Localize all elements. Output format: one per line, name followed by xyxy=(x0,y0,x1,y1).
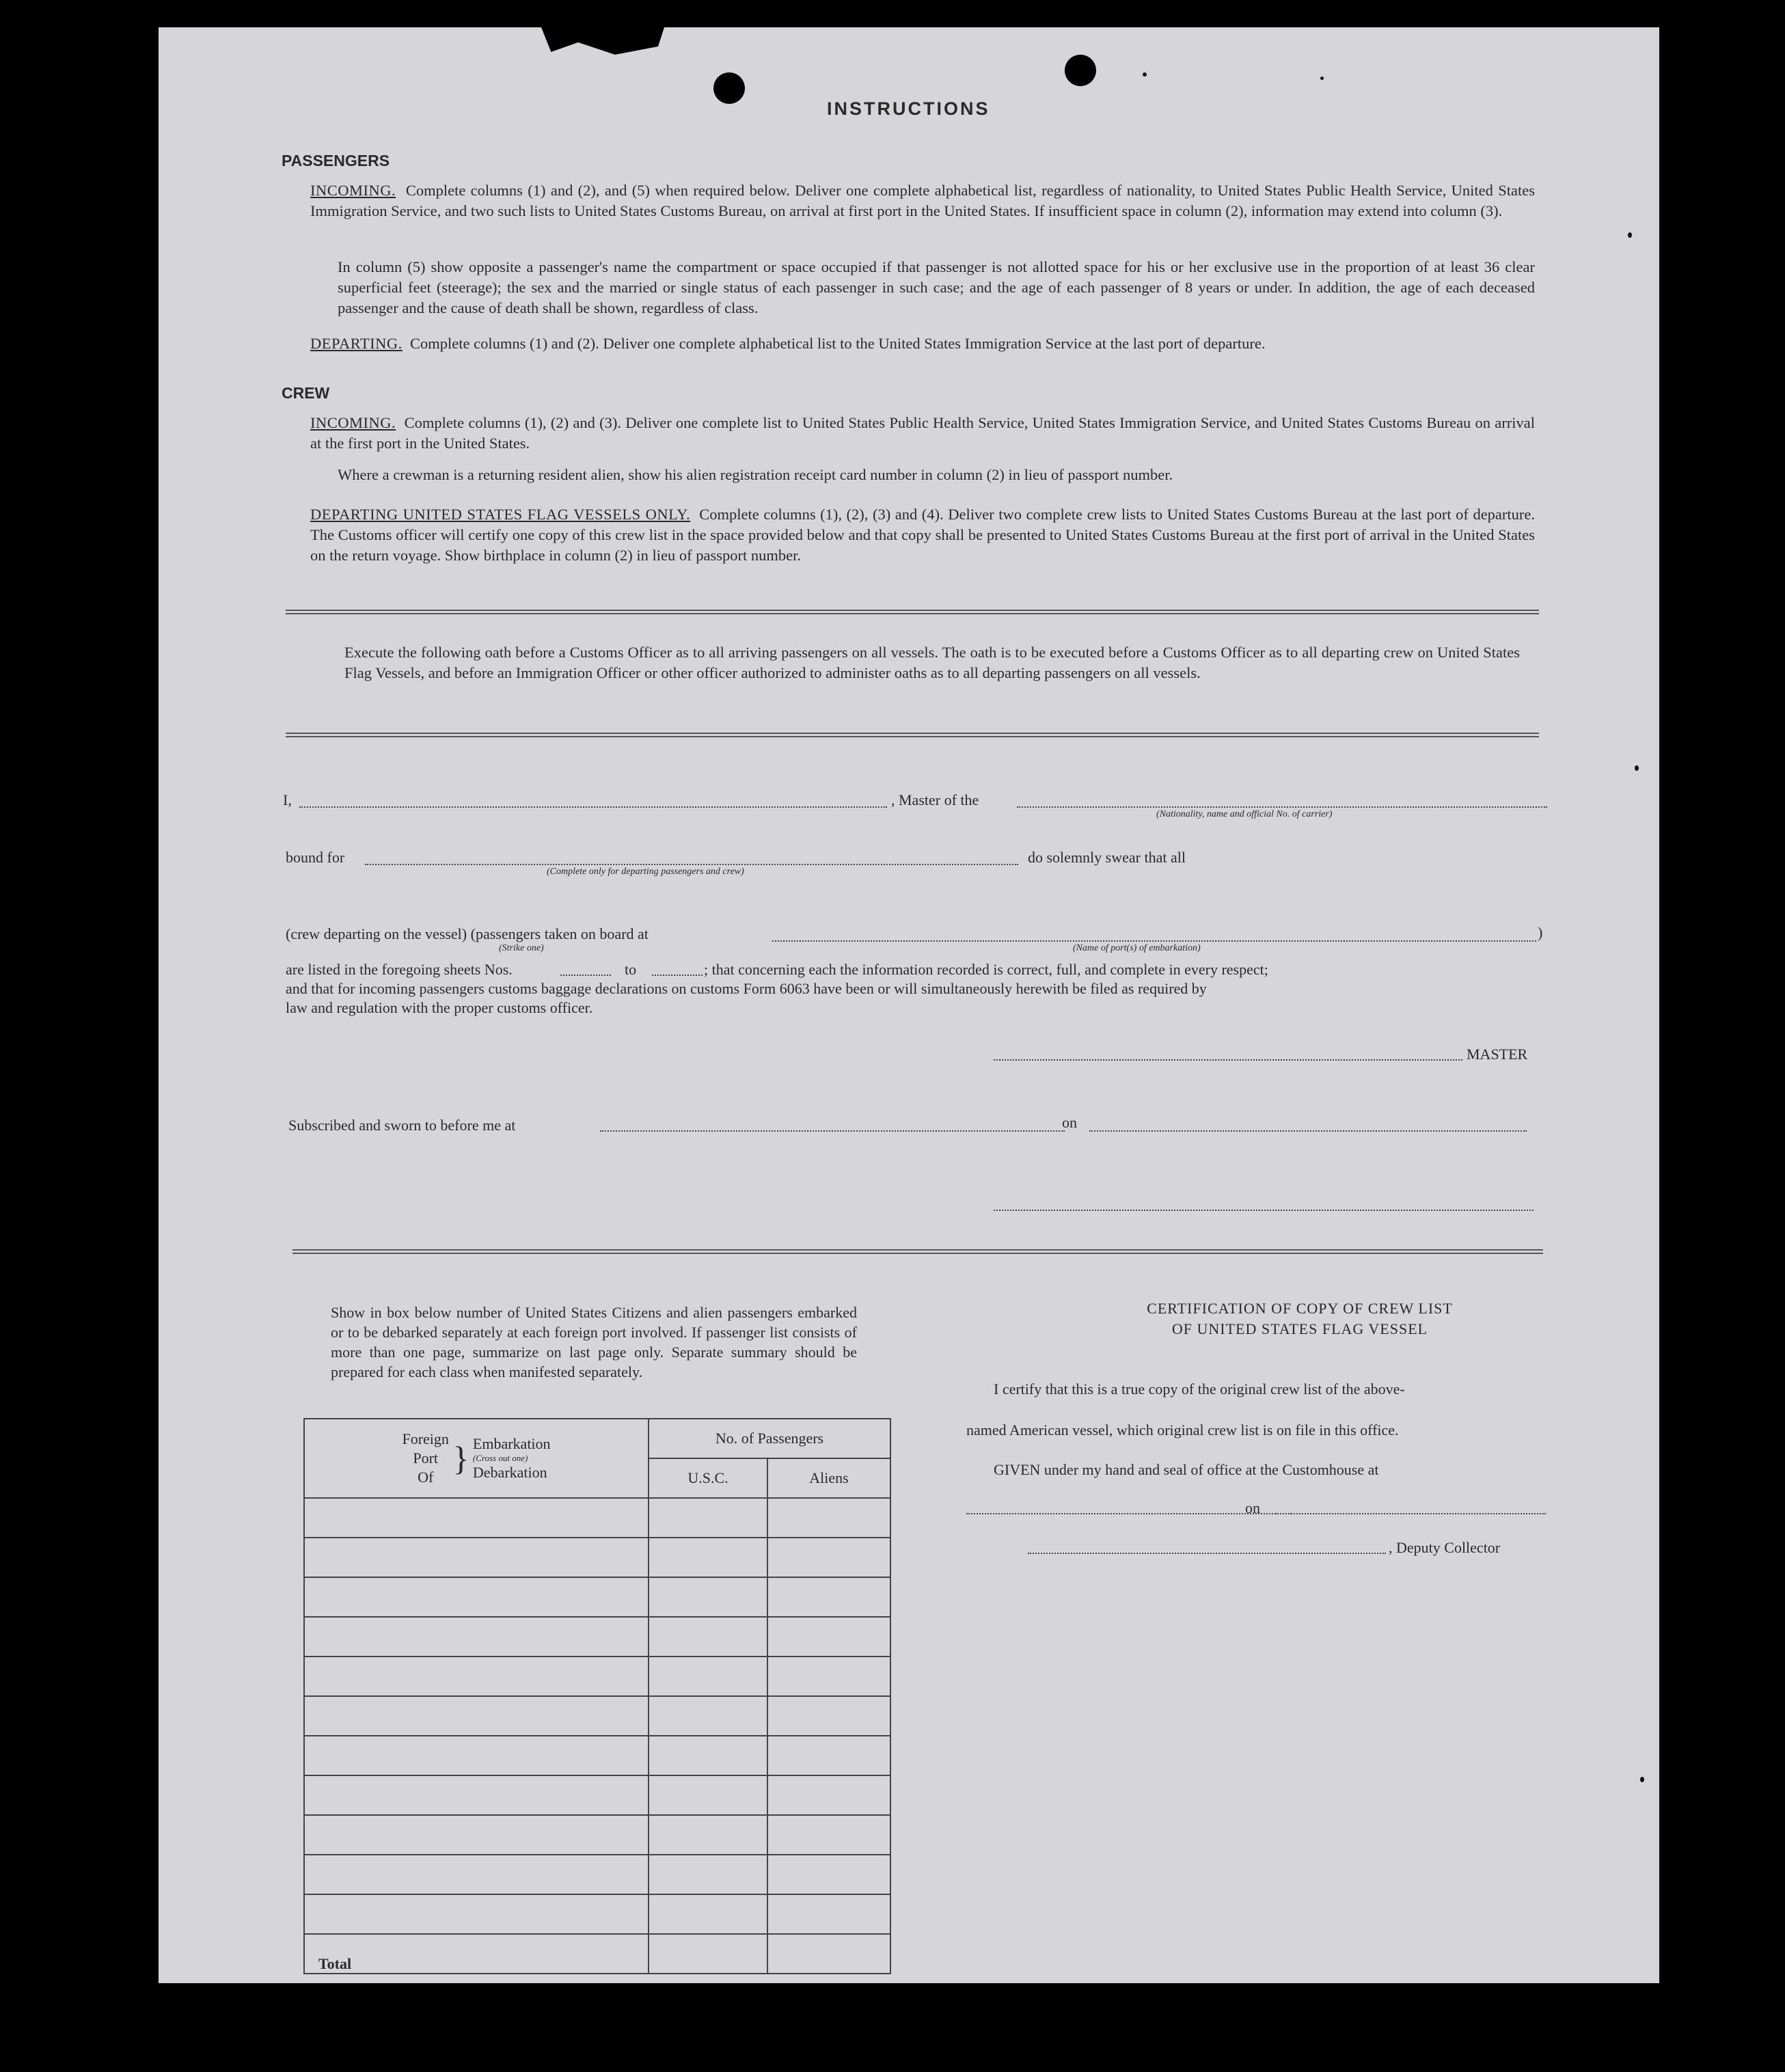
sworn-on-label: on xyxy=(1062,1114,1077,1131)
usc-cell[interactable] xyxy=(649,1736,767,1775)
usc-cell[interactable] xyxy=(649,1577,767,1617)
port-label: Port xyxy=(413,1449,439,1467)
of-label: Of xyxy=(418,1469,434,1486)
sheet-to-field[interactable] xyxy=(652,974,703,976)
speck xyxy=(1635,765,1639,771)
usc-cell[interactable] xyxy=(649,1775,767,1815)
passengers-heading: PASSENGERS xyxy=(282,152,390,169)
total-usc-cell[interactable] xyxy=(649,1934,767,1974)
passengers-incoming-paragraph xyxy=(310,180,1535,221)
page-title: INSTRUCTIONS xyxy=(827,98,990,119)
crew-resident-paragraph: Where a crewman is a returning resident alien, show his alien registration receipt card number in column (2) in lieu of passport number. xyxy=(338,466,1173,483)
usc-cell[interactable] xyxy=(649,1617,767,1657)
usc-cell[interactable] xyxy=(649,1855,767,1894)
deputy-collector-label: , Deputy Collector xyxy=(1389,1539,1501,1556)
aliens-header: Aliens xyxy=(767,1458,890,1498)
passengers-departing-paragraph xyxy=(310,333,1535,354)
master-signature-field[interactable] xyxy=(994,1059,1462,1061)
usc-cell[interactable] xyxy=(649,1538,767,1577)
aliens-cell[interactable] xyxy=(767,1577,890,1617)
speck xyxy=(1640,1777,1644,1782)
table-row xyxy=(304,1577,890,1617)
summary-instruction: Show in box below number of United States Citizens and alien passengers embarked or to be debarked separately at each foreign port involved. If passenger list consists of more than one page, summarize on last page only. Separate summary should be prepared for each class when manifested separately. xyxy=(331,1304,857,1380)
debarkation-label: Debarkation xyxy=(472,1464,547,1481)
table-row xyxy=(304,1617,890,1657)
torn-corner xyxy=(541,27,664,55)
table-row xyxy=(304,1815,890,1855)
crew-heading: CREW xyxy=(282,384,330,402)
aliens-cell[interactable] xyxy=(767,1894,890,1934)
swear-label: do solemnly swear that all xyxy=(1028,849,1186,866)
port-cell[interactable] xyxy=(304,1657,649,1696)
total-label: Total xyxy=(304,1934,649,1974)
port-cell[interactable] xyxy=(304,1538,649,1577)
subscribed-label: Subscribed and sworn to before me at xyxy=(288,1117,516,1134)
deputy-signature-field[interactable] xyxy=(1028,1553,1386,1554)
aliens-cell[interactable] xyxy=(767,1617,890,1657)
oath-line3: law and regulation with the proper customs officer. xyxy=(286,999,593,1016)
crew-departing-label: (crew departing on the vessel) (passengers taken on board at xyxy=(286,925,649,942)
table-row xyxy=(304,1736,890,1775)
sheet-from-field[interactable] xyxy=(560,974,611,976)
aliens-cell[interactable] xyxy=(767,1538,890,1577)
crew-departing-paragraph xyxy=(310,504,1535,566)
aliens-cell[interactable] xyxy=(767,1775,890,1815)
port-cell[interactable] xyxy=(304,1815,649,1855)
total-row xyxy=(304,1934,890,1974)
certification-line3: GIVEN under my hand and seal of office at the Customhouse at xyxy=(994,1461,1379,1478)
master-label: MASTER xyxy=(1467,1046,1528,1063)
brace-symbol: } xyxy=(452,1439,469,1477)
port-cell[interactable] xyxy=(304,1577,649,1617)
incoming-text: Complete columns (1) and (2), and (5) when required below. Deliver one complete alphabetical list, regardless of nationality, to United States Public Health Service, United States Immigration Service, and two such lists to United States Customs Bureau, on arrival at first port in the United States. If insufficient space in column (2), information may extend into column (3). xyxy=(310,182,1536,219)
table-row xyxy=(304,1538,890,1577)
divider xyxy=(286,610,1539,614)
crew-departing-text: Complete columns (1), (2), (3) and (4). Deliver two complete crew lists to United States Customs Bureau at the last port of departure. The Customs officer will certify one copy of this crew list in the space provided below and that copy shall be presented to United States Customs Bureau at the first port of arrival in the United States on the return voyage. Show birthplace in column (2) in lieu of passport number. xyxy=(310,506,1536,564)
embarkation-port-field[interactable] xyxy=(772,940,1536,942)
officer-signature-field[interactable] xyxy=(994,1210,1534,1211)
bound-for-label: bound for xyxy=(286,849,345,866)
foreign-label: Foreign xyxy=(402,1430,449,1447)
crew-incoming-text: Complete columns (1), (2) and (3). Deliver one complete list to United States Public Health Service, United States Immigration Service, and United States Customs Bureau on arrival at the first port in the United States. xyxy=(310,414,1535,452)
listed-label: are listed in the foregoing sheets Nos. xyxy=(286,961,513,978)
certification-date-field[interactable] xyxy=(1275,1513,1546,1514)
aliens-cell[interactable] xyxy=(767,1657,890,1696)
crew-incoming-paragraph xyxy=(310,413,1535,454)
master-of-label: , Master of the xyxy=(891,791,979,808)
table-row xyxy=(304,1894,890,1934)
speck xyxy=(1628,232,1632,238)
oath-instruction: Execute the following oath before a Customs Officer as to all arriving passengers on all vessels. The oath is to be executed before a Customs Officer as to all departing crew on United States Flag Vessels, and before an Immigration Officer or other officer authorized to administer oaths as to all departing passengers on all vessels. xyxy=(344,644,1520,681)
certification-on-label: on xyxy=(1245,1499,1260,1516)
bound-for-note: (Complete only for departing passengers and crew) xyxy=(547,867,744,877)
usc-cell[interactable] xyxy=(649,1696,767,1736)
punch-hole xyxy=(1065,55,1096,86)
divider xyxy=(292,1249,1543,1254)
punch-hole xyxy=(713,72,745,104)
incoming-label: INCOMING. xyxy=(310,182,396,199)
passenger-summary-table xyxy=(303,1418,891,1974)
close-paren: ) xyxy=(1538,924,1543,941)
departing-label: DEPARTING. xyxy=(310,335,403,352)
table-row xyxy=(304,1696,890,1736)
listed-to-label: to xyxy=(625,961,637,978)
port-cell[interactable] xyxy=(304,1498,649,1538)
aliens-cell[interactable] xyxy=(767,1498,890,1538)
customhouse-field[interactable] xyxy=(966,1513,1292,1514)
column5-paragraph: In column (5) show opposite a passenger's name the compartment or space occupied if that passenger is not allotted space for his or her exclusive use in the proportion of at least 36 clear superficial feet (steerage); the sex and the married or single status of each passenger in such case; and the age of each passenger of 8 years or under. In addition, the age of each deceased passenger and the cause of death shall be shown, regardless of class. xyxy=(338,258,1535,316)
sworn-place-field[interactable] xyxy=(600,1130,1065,1132)
aliens-cell[interactable] xyxy=(767,1815,890,1855)
total-aliens-cell[interactable] xyxy=(767,1934,890,1974)
listed-text: ; that concerning each the information recorded is correct, full, and complete in every respect; xyxy=(704,961,1268,978)
sworn-date-field[interactable] xyxy=(1089,1130,1527,1132)
form-sheet xyxy=(159,27,1659,1983)
oath-line2: and that for incoming passengers customs baggage declarations on customs Form 6063 have been or will simultaneously herewith be filed as required by xyxy=(286,980,1207,997)
crew-departing-label: DEPARTING UNITED STATES FLAG VESSELS ONLY. xyxy=(310,506,691,523)
carrier-field[interactable] xyxy=(1017,806,1547,808)
aliens-cell[interactable] xyxy=(767,1736,890,1775)
usc-cell[interactable] xyxy=(649,1498,767,1538)
certification-line1: I certify that this is a true copy of the original crew list of the above- xyxy=(994,1380,1405,1398)
embarkation-label: Embarkation xyxy=(472,1435,551,1452)
table-row xyxy=(304,1498,890,1538)
port-cell[interactable] xyxy=(304,1775,649,1815)
divider xyxy=(286,733,1539,737)
usc-cell[interactable] xyxy=(649,1894,767,1934)
carrier-note: (Nationality, name and official No. of carrier) xyxy=(1156,809,1333,819)
port-cell[interactable] xyxy=(304,1617,649,1657)
no-of-passengers-header: No. of Passengers xyxy=(649,1419,890,1458)
table-row xyxy=(304,1657,890,1696)
port-cell[interactable] xyxy=(304,1696,649,1736)
certification-title-1: CERTIFICATION OF COPY OF CREW LIST xyxy=(1147,1300,1453,1317)
strike-one-note: (Strike one) xyxy=(499,943,544,953)
port-header-cell xyxy=(304,1419,649,1498)
table-row xyxy=(304,1855,890,1894)
certification-title-2: OF UNITED STATES FLAG VESSEL xyxy=(1171,1320,1428,1337)
certification-line2: named American vessel, which original crew list is on file in this office. xyxy=(966,1421,1399,1439)
cross-out-note: (Cross out one) xyxy=(472,1453,528,1463)
master-name-field[interactable] xyxy=(299,806,887,808)
oath-i-label: I, xyxy=(283,791,292,808)
speck xyxy=(1143,72,1147,77)
embarkation-note: (Name of port(s) of embarkation) xyxy=(1073,943,1201,953)
port-cell[interactable] xyxy=(304,1736,649,1775)
usc-cell[interactable] xyxy=(649,1815,767,1855)
aliens-cell[interactable] xyxy=(767,1855,890,1894)
port-cell[interactable] xyxy=(304,1894,649,1934)
usc-header: U.S.C. xyxy=(649,1458,767,1498)
bound-for-field[interactable] xyxy=(365,864,1018,865)
table-row xyxy=(304,1775,890,1815)
speck xyxy=(1320,77,1324,80)
departing-text: Complete columns (1) and (2). Deliver one complete alphabetical list to the United States Immigration Service at the last port of departure. xyxy=(409,335,1266,352)
usc-cell[interactable] xyxy=(649,1657,767,1696)
crew-incoming-label: INCOMING. xyxy=(310,414,396,431)
aliens-cell[interactable] xyxy=(767,1696,890,1736)
port-cell[interactable] xyxy=(304,1855,649,1894)
